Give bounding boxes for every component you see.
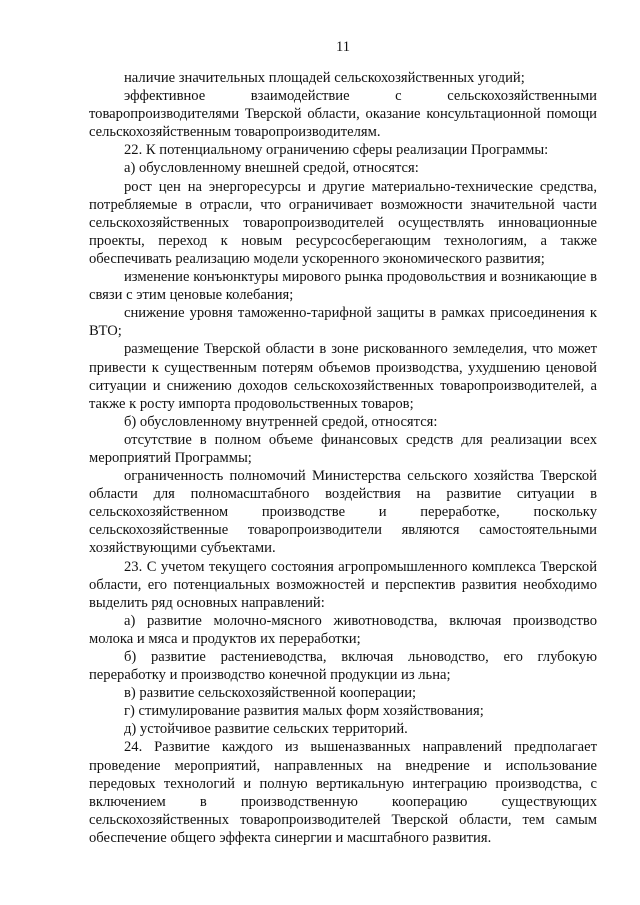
- paragraph-direction-livestock: а) развитие молочно-мясного животноводства, включая производство молока и мяса и продуктов их переработки;: [89, 612, 597, 647]
- paragraph-effective-cooperation: эффективное взаимодействие с сельскохозяйственными товаропроизводителями Тверской области, оказание консультационной помощи сельскохозяйственным товаропроизводителям.: [89, 88, 597, 141]
- paragraph-risky-farming-zone: размещение Тверской области в зоне рискованного земледелия, что может привести к существенным потерям объемов производства, ухудшению ценовой ситуации и снижению доходов сельскохозяйственных товаропроизводителей, а также к росту импорта продовольственных товаров;: [89, 341, 597, 412]
- paragraph-agricultural-land: наличие значительных площадей сельскохозяйственных угодий;: [124, 70, 525, 86]
- paragraph-ministry-limits: ограниченность полномочий Министерства сельского хозяйства Тверской области для полномасштабного воздействия на развитие ситуации в сельскохозяйственном производстве и переработке, поскольку сельскохозяйственные товаропроизводители являются самостоятельными хозяйствующими субъектами.: [89, 468, 597, 557]
- page-number: 11: [336, 39, 350, 55]
- document-body: [89, 69, 597, 847]
- paragraph-financial-shortage: отсутствие в полном объеме финансовых средств для реализации всех мероприятий Программы;: [89, 431, 597, 466]
- paragraph-external-environment: а) обусловленному внешней средой, относятся:: [124, 160, 419, 177]
- paragraph-23-directions: 23. С учетом текущего состояния агропромышленного комплекса Тверской области, его потенциальных возможностей и перспектив развития необходимо выделить ряд основных направлений:: [89, 558, 597, 611]
- paragraph-22-heading: 22. К потенциальному ограничению сферы реализации Программы:: [124, 142, 549, 159]
- paragraph-direction-crops: б) развитие растениеводства, включая льноводство, его глубокую переработку и производство конечной продукции из льна;: [89, 649, 597, 684]
- paragraph-wto-protection: снижение уровня таможенно-тарифной защиты в рамках присоединения к ВТО;: [89, 305, 597, 340]
- paragraph-24-development: 24. Развитие каждого из вышеназванных направлений предполагает проведение мероприятий, направленных на внедрение и использование передовых технологий и полную вертикальную интеграцию производства, с включением в производственную кооперацию существующих сельскохозяйственных товаропроизводителей Тверской области, тем самым обеспечение общего эффекта синергии и масштабного развития.: [89, 739, 597, 846]
- paragraph-energy-prices: рост цен на энергоресурсы и другие материально-технические средства, потребляемые в отрасли, что ограничивает возможности значительной части сельскохозяйственных товаропроизводителей осуществлять инновационные проекты, переход к новым ресурсосберегающим технологиям, а также обеспечивать реализацию модели ускоренного экономического развития;: [89, 178, 597, 267]
- paragraph-internal-environment: б) обусловленному внутренней средой, относятся:: [124, 413, 438, 430]
- document-page: [89, 0, 597, 905]
- paragraph-direction-small-farms: г) стимулирование развития малых форм хозяйствования;: [124, 703, 484, 720]
- paragraph-direction-cooperation: в) развитие сельскохозяйственной кооперации;: [124, 685, 417, 702]
- paragraph-market-conditions: изменение конъюнктуры мирового рынка продовольствия и возникающие в связи с этим ценовые колебания;: [89, 269, 597, 304]
- paragraph-direction-rural: д) устойчивое развитие сельских территорий.: [124, 721, 408, 738]
